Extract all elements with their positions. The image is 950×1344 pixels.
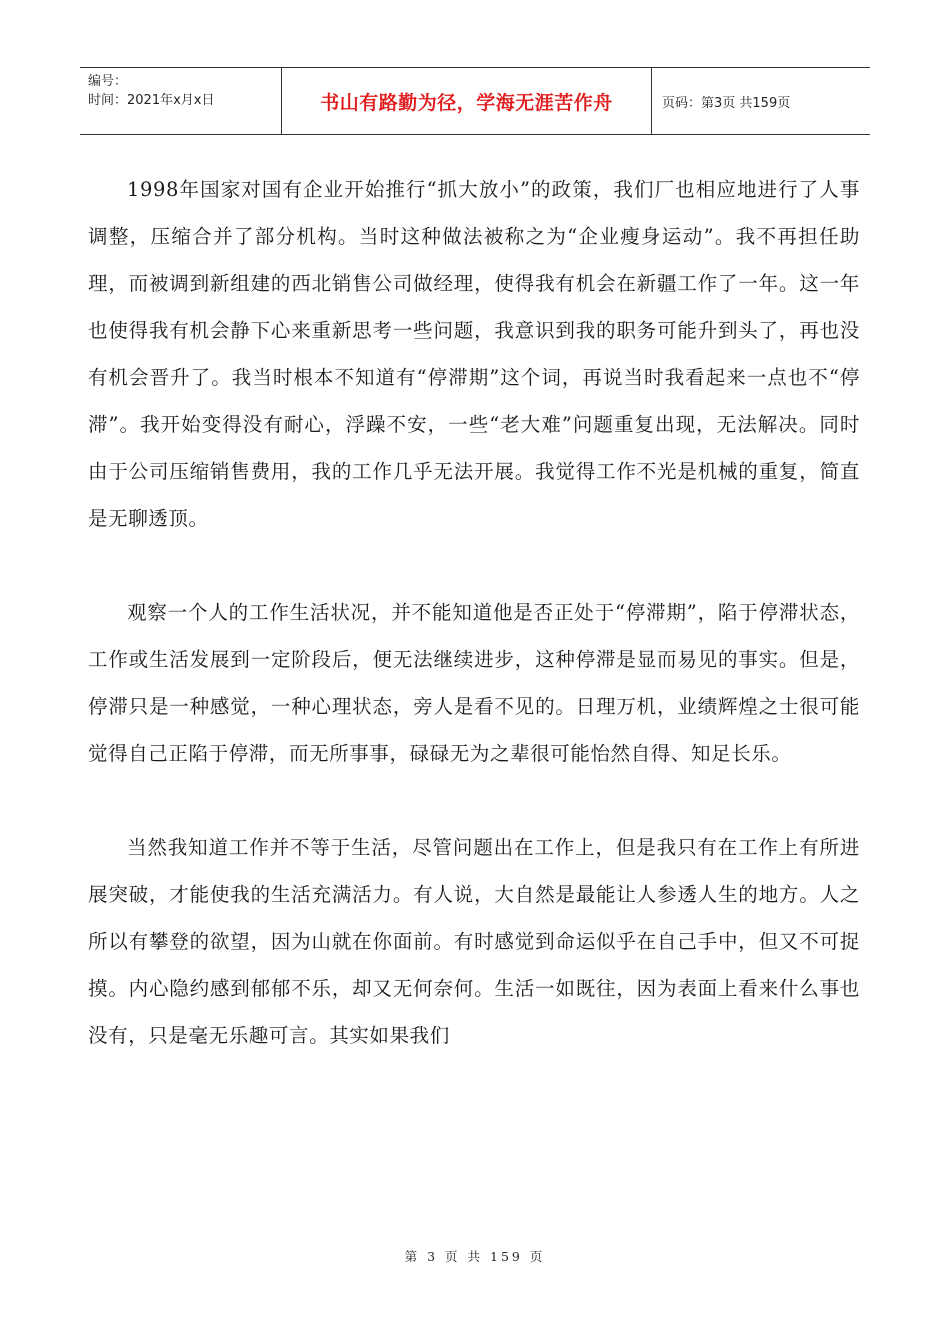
page-footer: 第 3 页 共 159 页	[404, 1249, 546, 1264]
header-page-info: 页码：第3页 共159页	[662, 95, 791, 111]
document-number-label: 编号：	[88, 74, 128, 89]
header-motto: 书山有路勤为径，学海无涯苦作舟	[282, 68, 652, 134]
document-body	[88, 166, 860, 1059]
body-paragraph-1: 1998年国家对国有企业开始推行“抓大放小”的政策，我们厂也相应地进行了人事调整，压缩合并了部分机构。当时这种做法被称之为“企业瘦身运动”。我不再担任助理，而被调到新组建的西北销售公司做经理，使得我有机会在新疆工作了一年。这一年也使得我有机会静下心来重新思考一些问题，我意识到我的职务可能升到头了，再也没有机会晋升了。我当时根本不知道有“停滞期”这个词，再说当时我看起来一点也不“停滞”。我开始变得没有耐心，浮躁不安，一些“老大难”问题重复出现，无法解决。同时由于公司压缩销售费用，我的工作几乎无法开展。我觉得工作不光是机械的重复，简直是无聊透顶。	[88, 178, 860, 530]
header-meta	[80, 68, 282, 134]
page-header	[80, 67, 870, 135]
body-paragraph-3: 当然我知道工作并不等于生活，尽管问题出在工作上，但是我只有在工作上有所进展突破，才能使我的生活充满活力。有人说，大自然是最能让人参透人生的地方。人之所以有攀登的欲望，因为山就在你面前。有时感觉到命运似乎在自己手中，但又不可捉摸。内心隐约感到郁郁不乐，却又无何奈何。生活一如既往，因为表面上看来什么事也没有，只是毫无乐趣可言。其实如果我们	[88, 836, 860, 1047]
body-paragraph-2: 观察一个人的工作生活状况，并不能知道他是否正处于“停滞期”，陷于停滞状态，工作或生活发展到一定阶段后，便无法继续进步，这种停滞是显而易见的事实。但是，停滞只是一种感觉，一种心理状态，旁人是看不见的。日理万机，业绩辉煌之士很可能觉得自己正陷于停滞，而无所事事，碌碌无为之辈很可能怡然自得、知足长乐。	[88, 601, 860, 765]
document-time-label: 时间：2021年x月x日	[88, 93, 215, 108]
